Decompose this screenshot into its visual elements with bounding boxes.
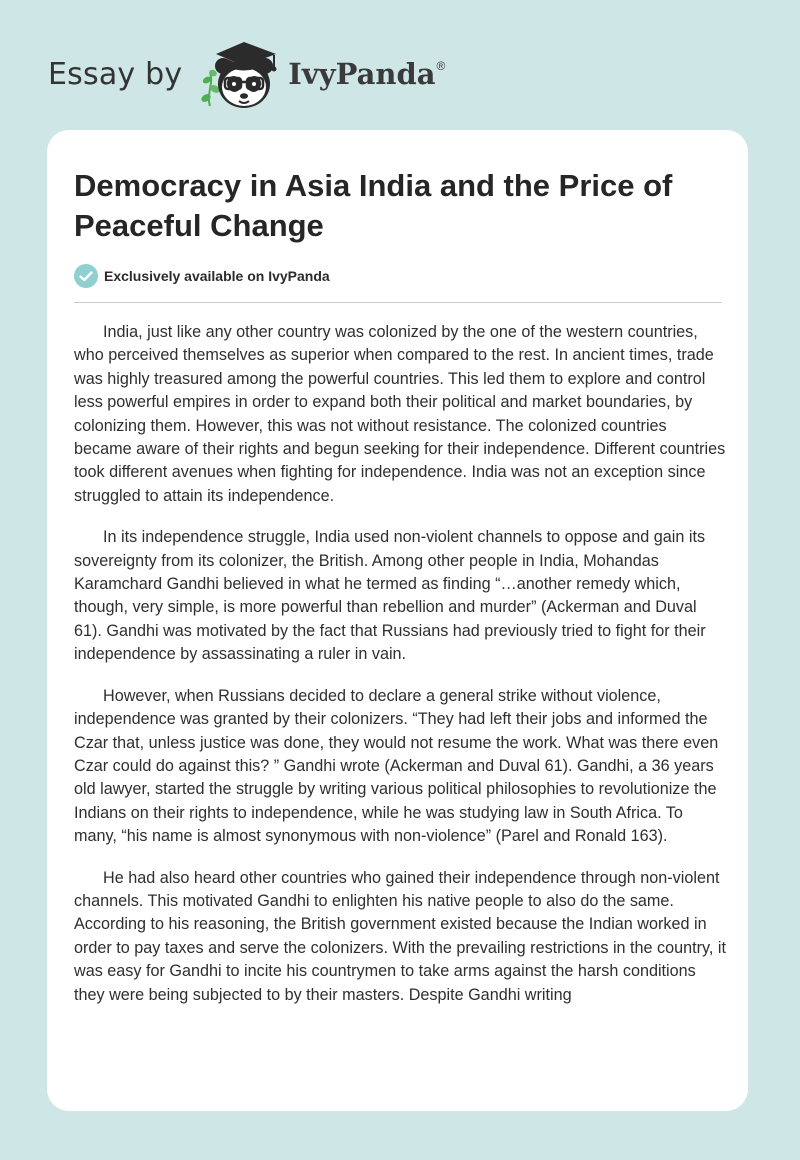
title-divider bbox=[74, 302, 722, 303]
paragraph: India, just like any other country was colonized by the one of the western countries, who perceived themselves as superior when compared to the rest. In ancient times, trade was highly treasured among the powerful countries. This led them to explore and control less powerful empires in order to expand both their political and market boundaries, by colonizing them. However, this was not without resistance. The colonized countries became aware of their rights and begun seeking for their independence. Different countries took different avenues when fighting for independence. India was not an exception since struggled to attain its independence. bbox=[74, 323, 726, 505]
exclusive-badge bbox=[74, 264, 330, 288]
paragraph: He had also heard other countries who gained their independence through non-violent channels. This motivated Gandhi to enlighten his native people to also do the same. According to his reasoning, the British government existed because the Indian worked in order to pay taxes and serve the colonizers. With the prevailing restrictions in the country, it was easy for Gandhi to incite his countrymen to take arms against the harsh conditions they were being subjected to by their masters. Despite Gandhi writing bbox=[74, 868, 727, 1004]
exclusive-label: Exclusively available on IvyPanda bbox=[104, 268, 330, 284]
panda-graduate-logo-icon bbox=[196, 34, 286, 114]
paragraph: In its independence struggle, India used non-violent channels to oppose and gain its sovereignty from its colonizer, the British. Among other people in India, Mohandas Karamchard Gandhi believed in what he termed as finding “…another remedy which, though, very simple, is more powerful than rebellion and murder” (Ackerman and Duval 61). Gandhi was motivated by the fact that Russians had previously tried to fight for their independence by assassinating a ruler in vain. bbox=[74, 528, 706, 664]
essay-by-label: Essay by bbox=[48, 56, 183, 92]
check-circle-icon bbox=[74, 264, 98, 288]
article-title: Democracy in Asia India and the Price of Peaceful Change bbox=[74, 168, 673, 243]
article-body bbox=[74, 321, 726, 1025]
brand-name: IvyPanda bbox=[288, 57, 436, 91]
site-header-brand[interactable] bbox=[48, 34, 445, 114]
paragraph: However, when Russians decided to declare a general strike without violence, independence was granted by their colonizers. “They had left their jobs and informed the Czar that, unless justice was done, they would not resume the work. What was there even Czar could do against this? ” Gandhi wrote (Ackerman and Duval 61). Gandhi, a 36 years old lawyer, started the struggle by writing various political philosophies to revolutionize the Indians on their rights to independence, while he was studying law in South Africa. To many, “his name is almost synonymous with non-violence” (Parel and Ronald 163). bbox=[74, 686, 719, 846]
article-card bbox=[47, 130, 748, 1111]
registered-mark: ® bbox=[436, 59, 446, 73]
